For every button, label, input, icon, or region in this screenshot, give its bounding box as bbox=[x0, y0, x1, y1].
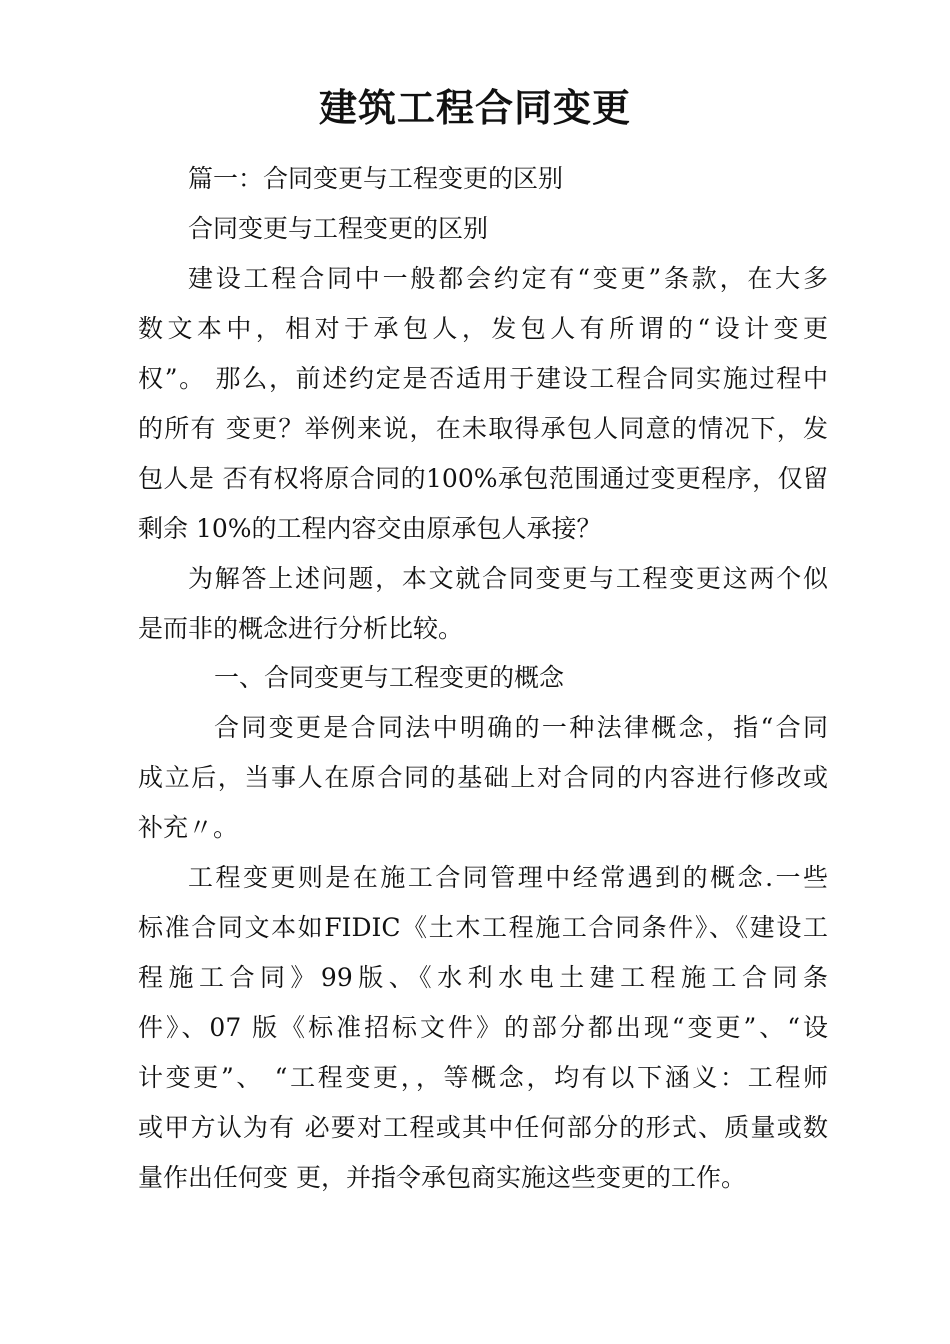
paragraph-line: 建设工程合同中一般都会约定有“变更”条款，在大多 bbox=[188, 264, 828, 293]
paragraph-line: 数文本中，相对于承包人，发包人有所谓的“设计变更 bbox=[138, 314, 828, 343]
paragraph-line: 件》、07 版《标准招标文件》的部分都出现“变更”、“设 bbox=[138, 1013, 828, 1042]
paragraph-line: 补充〃。 bbox=[138, 813, 239, 842]
paragraph-line: 剩余 10%的工程内容交由原承包人承接？ bbox=[138, 514, 602, 543]
paragraph-line: 包人是 否有权将原合同的100%承包范围通过变更程序，仅留 bbox=[138, 464, 828, 493]
paragraph-line: 是而非的概念进行分析比较。 bbox=[138, 614, 464, 643]
section-heading: 篇一：合同变更与工程变更的区别 bbox=[188, 164, 564, 193]
paragraph-line: 标准合同文本如FIDIC《土木工程施工合同条件》、《建设工 bbox=[138, 913, 828, 942]
paragraph-line: 的所有 变更？举例来说，在未取得承包人同意的情况下，发 bbox=[138, 414, 828, 443]
paragraph-line: 程施工合同》99版、《水利水电土建工程施工合同条 bbox=[138, 963, 828, 992]
paragraph-line: 合同变更是合同法中明确的一种法律概念，指“合同 bbox=[214, 713, 828, 742]
subtitle: 合同变更与工程变更的区别 bbox=[188, 214, 489, 243]
paragraph-line: 计变更”、 “工程变更，，等概念，均有以下涵义：工程师 bbox=[138, 1063, 828, 1092]
paragraph-line: 为解答上述问题，本文就合同变更与工程变更这两个似 bbox=[188, 564, 828, 593]
document-title: 建筑工程合同变更 bbox=[318, 86, 631, 130]
paragraph-line: 权”。 那么，前述约定是否适用于建设工程合同实施过程中 bbox=[138, 364, 828, 393]
paragraph-line: 量作出任何变 更，并指令承包商实施这些变更的工作。 bbox=[138, 1163, 746, 1192]
paragraph-line: 成立后，当事人在原合同的基础上对合同的内容进行修改或 bbox=[138, 763, 828, 792]
section-heading: 一、合同变更与工程变更的概念 bbox=[214, 663, 565, 692]
paragraph-line: 或甲方认为有 必要对工程或其中任何部分的形式、质量或数 bbox=[138, 1113, 828, 1142]
paragraph-line: 工程变更则是在施工合同管理中经常遇到的概念.一些 bbox=[188, 863, 828, 892]
